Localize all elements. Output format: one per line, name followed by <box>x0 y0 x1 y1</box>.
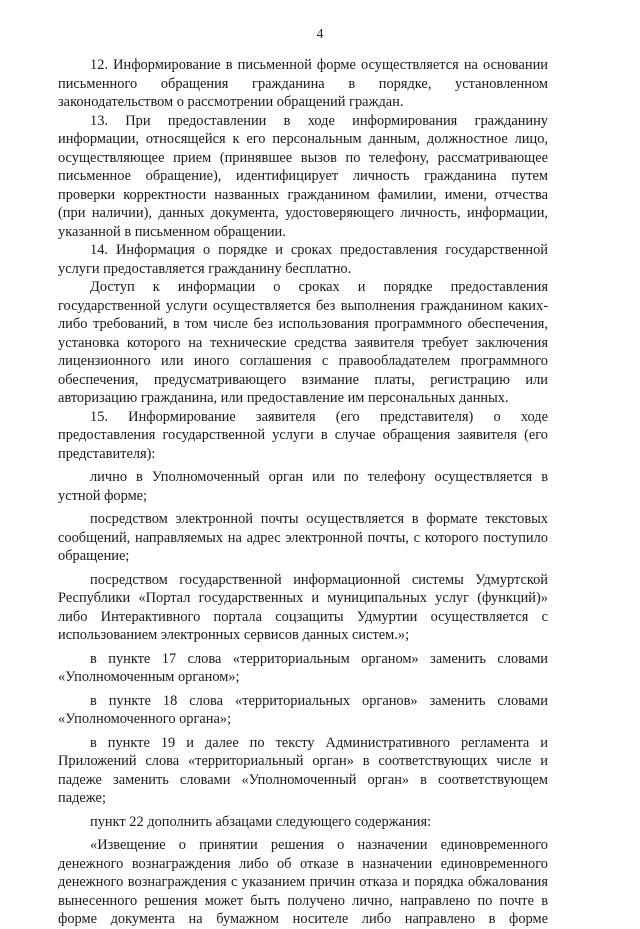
document-body <box>58 56 548 929</box>
page-number: 4 <box>316 26 324 41</box>
paragraph-portal: посредством государственной информационной системы Удмуртской Республики «Портал государственных и муниципальных услуг (функций)» либо Интерактивного портала соцзащиты Удмуртии осуществляется с использованием электронных сервисов данных систем.»; <box>58 571 548 643</box>
paragraph-12: 12. Информирование в письменной форме осуществляется на основании письменного обращения гражданина в порядке, установленном законодательством о рассмотрении обращений граждан. <box>58 57 548 110</box>
paragraph-13: 13. При предоставлении в ходе информирования гражданину информации, относящейся к его персональным данным, должностное лицо, осуществляющее прием (принявшее вызов по телефону, рассматривающее письменное обращение), идентифицирует личность гражданина путем проверки корректности названных гражданином фамилии, имени, отчества (при наличии), данных документа, удостоверяющего личность, информации, указанной в письменном обращении. <box>58 112 548 240</box>
paragraph-item-19: в пункте 19 и далее по тексту Административного регламента и Приложений слова «территориальный орган» в соответствующих числе и падеже заменить словами «Уполномоченный орган» в соответствующем падеже; <box>58 734 548 806</box>
paragraph-access: Доступ к информации о сроках и порядке предоставления государственной услуги осуществляется без выполнения гражданином каких-либо требований, в том числе без использования программного обеспечения, установка которого на технические средства заявителя требует заключения лицензионного или иного соглашения с правообладателем программного обеспечения, предусматривающего взимание платы, регистрацию или авторизацию гражданина, или предоставление им персональных данных. <box>58 279 548 406</box>
paragraph-in-person: лично в Уполномоченный орган или по телефону осуществляется в устной форме; <box>58 469 548 504</box>
paragraph-item-17: в пункте 17 слова «территориальным органом» заменить словами «Уполномоченным органом»; <box>58 650 548 685</box>
paragraph-15: 15. Информирование заявителя (его представителя) о ходе предоставления государственной услуги в случае обращения заявителя (его представителя): <box>58 408 548 462</box>
paragraph-item-22: пункт 22 дополнить абзацами следующего содержания: <box>90 813 432 830</box>
paragraph-email: посредством электронной почты осуществляется в формате текстовых сообщений, направляемых на адрес электронной почты, с которого поступило обращение; <box>58 511 548 564</box>
paragraph-item-18: в пункте 18 слова «территориальных органов» заменить словами «Уполномоченного органа»; <box>58 692 548 727</box>
paragraph-14: 14. Информация о порядке и сроках предоставления государственной услуги предоставляется гражданину бесплатно. <box>58 242 548 277</box>
paragraph-notification: «Извещение о принятии решения о назначении единовременного денежного вознаграждения либо об отказе в назначении единовременного денежного вознаграждения с указанием причин отказа и порядка обжалования вынесенного решения может быть получено лично, направлено по почте в форме документа на бумажном носителе либо направлено в форме <box>58 837 548 927</box>
